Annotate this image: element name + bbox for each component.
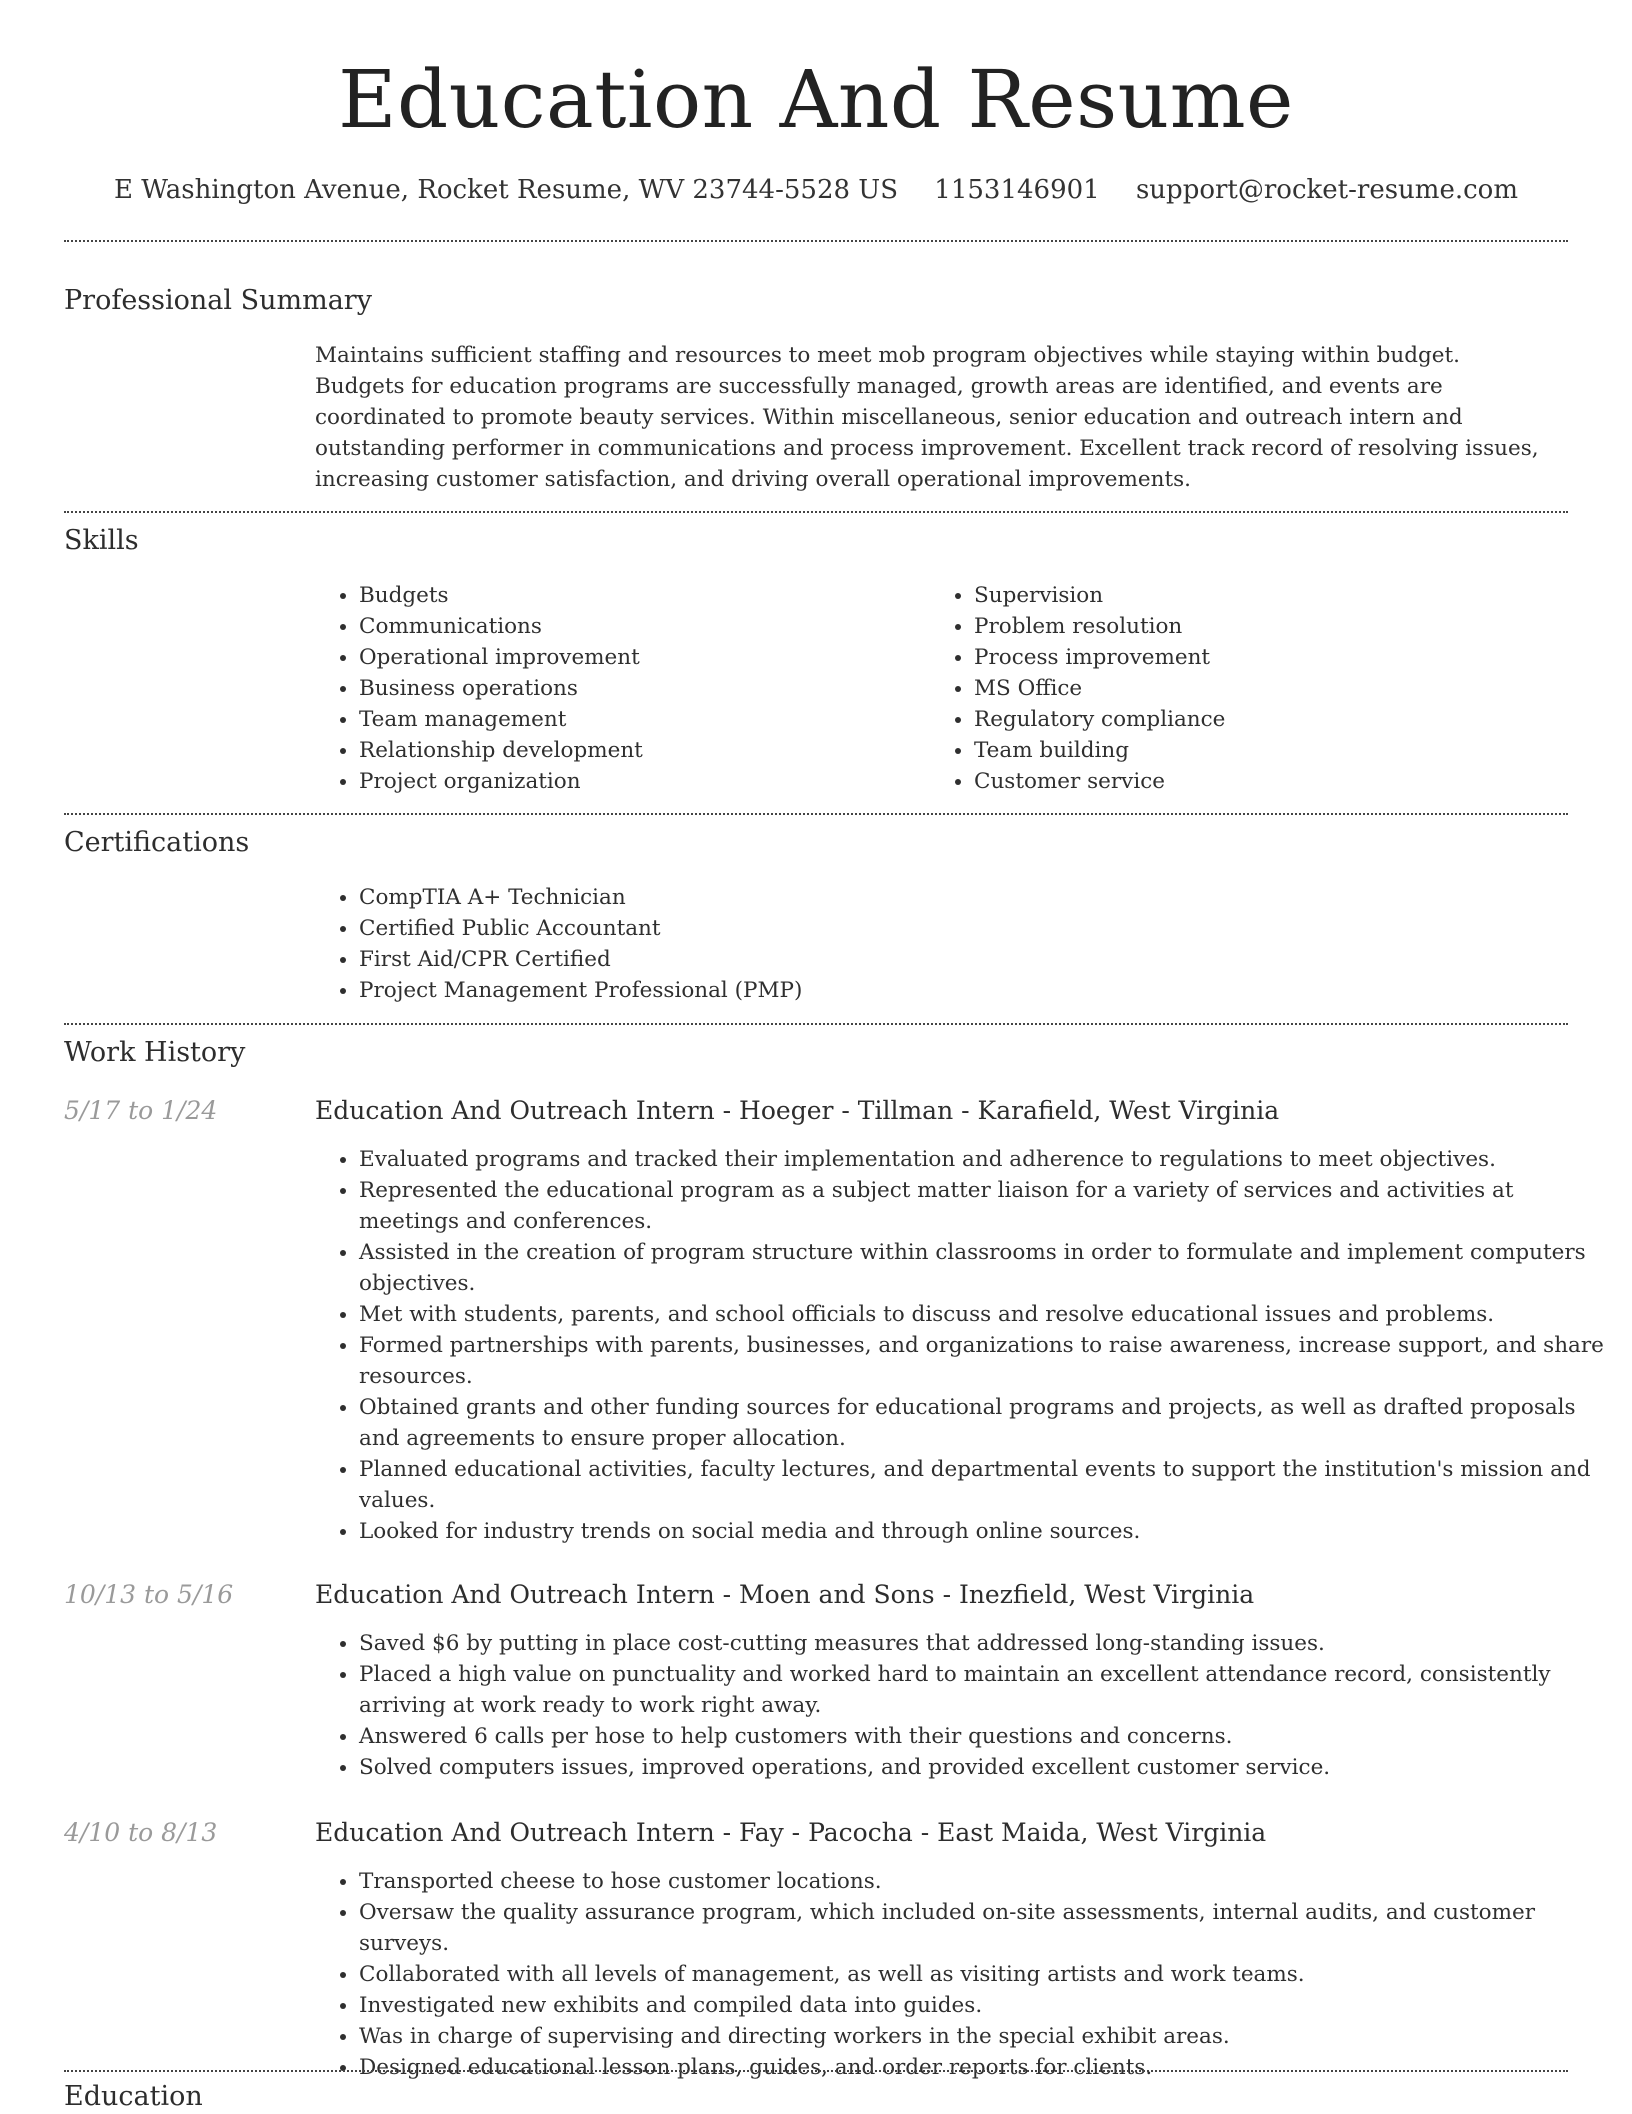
skill-item: • Business operations [359, 673, 919, 704]
contact-email: support@rocket-resume.com [1135, 175, 1518, 205]
job-title: Education And Outreach Intern - Fay - Pacocha - East Maida, West Virginia [315, 1818, 1267, 1847]
responsibility-item: • Formed partnerships with parents, businesses, and organizations to raise awareness, increase support, and share resources. [359, 1330, 1609, 1392]
responsibility-item: • Evaluated programs and tracked their implementation and adherence to regulations to meet objectives. [359, 1144, 1609, 1175]
divider [64, 511, 1568, 513]
skills-heading: Skills [64, 525, 139, 556]
certification-item: • Project Management Professional (PMP) [359, 975, 1599, 1006]
skill-item: • Project organization [359, 766, 919, 797]
resume-header [0, 48, 1632, 208]
candidate-name: Education And Resume [338, 53, 1294, 146]
skill-item: • Communications [359, 611, 919, 642]
skill-item: • Budgets [359, 580, 919, 611]
responsibility-item: • Met with students, parents, and school officials to discuss and resolve educational issues and problems. [359, 1299, 1609, 1330]
skill-item: • Regulatory compliance [974, 704, 1574, 735]
contact-phone: 1153146901 [934, 175, 1100, 205]
responsibility-item: • Placed a high value on punctuality and worked hard to maintain an excellent attendance record, consistently arriving at work ready to work right away. [359, 1659, 1609, 1721]
certification-item: • First Aid/CPR Certified [359, 944, 1599, 975]
certifications-heading: Certifications [64, 827, 250, 858]
summary-heading: Professional Summary [64, 285, 372, 316]
responsibility-item: • Transported cheese to hose customer locations. [359, 1866, 1609, 1897]
job-title: Education And Outreach Intern - Moen and Sons - Inezfield, West Virginia [315, 1580, 1255, 1609]
contact-line [0, 172, 1632, 208]
skill-item: • MS Office [974, 673, 1574, 704]
responsibility-item: • Planned educational activities, faculty lectures, and departmental events to support the institution's mission and values. [359, 1454, 1609, 1516]
responsibility-item: • Investigated new exhibits and compiled data into guides. [359, 1990, 1609, 2021]
job-dates: 4/10 to 8/13 [64, 1818, 218, 1847]
responsibility-item: • Collaborated with all levels of management, as well as visiting artists and work teams. [359, 1959, 1609, 1990]
work-history-heading: Work History [64, 1037, 246, 1068]
job-dates: 5/17 to 1/24 [64, 1096, 218, 1125]
skill-item: • Team building [974, 735, 1574, 766]
certification-item: • Certified Public Accountant [359, 913, 1599, 944]
divider [64, 240, 1568, 242]
job-dates: 10/13 to 5/16 [64, 1580, 234, 1609]
divider [64, 2070, 1568, 2072]
summary-text: Maintains sufficient staffing and resources to meet mob program objectives while staying within budget. Budgets for education programs are successfully managed, growth areas are identified, and events are coordinated to promote beauty services. Within miscellaneous, senior education and outreach intern and outstanding performer in communications and process improvement. Excellent track record of resolving issues, increasing customer satisfaction, and driving overall operational improvements. [315, 343, 1539, 492]
skill-item: • Process improvement [974, 642, 1574, 673]
skill-item: • Problem resolution [974, 611, 1574, 642]
responsibility-item: • Assisted in the creation of program structure within classrooms in order to formulate and implement computers objectives. [359, 1237, 1609, 1299]
certification-item: • CompTIA A+ Technician [359, 882, 1599, 913]
contact-address: E Washington Avenue, Rocket Resume, WV 23744-5528 US [114, 175, 899, 205]
responsibility-item: • Answered 6 calls per hose to help customers with their questions and concerns. [359, 1721, 1609, 1752]
responsibility-item: • Looked for industry trends on social media and through online sources. [359, 1516, 1609, 1547]
responsibility-item: • Solved computers issues, improved operations, and provided excellent customer service. [359, 1752, 1609, 1783]
responsibility-item: • Was in charge of supervising and directing workers in the special exhibit areas. [359, 2021, 1609, 2052]
responsibility-item: • Obtained grants and other funding sources for educational programs and projects, as well as drafted proposals and agreements to ensure proper allocation. [359, 1392, 1609, 1454]
responsibility-item: • Oversaw the quality assurance program, which included on-site assessments, internal audits, and customer surveys. [359, 1897, 1609, 1959]
responsibility-item: • Represented the educational program as a subject matter liaison for a variety of services and activities at meetings and conferences. [359, 1175, 1609, 1237]
skills-list-left [315, 580, 919, 797]
divider [64, 813, 1568, 815]
skill-item: • Customer service [974, 766, 1574, 797]
job-responsibilities [315, 1628, 1609, 1783]
divider [64, 1023, 1568, 1025]
skill-item: • Team management [359, 704, 919, 735]
responsibility-item: • Designed educational lesson plans, guides, and order reports for clients. [359, 2052, 1609, 2083]
skill-item: • Operational improvement [359, 642, 919, 673]
job-responsibilities [315, 1866, 1609, 2083]
education-heading: Education [64, 2081, 203, 2112]
certifications-list [315, 882, 1599, 1006]
job-title: Education And Outreach Intern - Hoeger - Tillman - Karafield, West Virginia [315, 1096, 1280, 1125]
skill-item: • Relationship development [359, 735, 919, 766]
responsibility-item: • Saved $6 by putting in place cost-cutting measures that addressed long-standing issues. [359, 1628, 1609, 1659]
skill-item: • Supervision [974, 580, 1574, 611]
skills-list-right [930, 580, 1574, 797]
job-responsibilities [315, 1144, 1609, 1547]
